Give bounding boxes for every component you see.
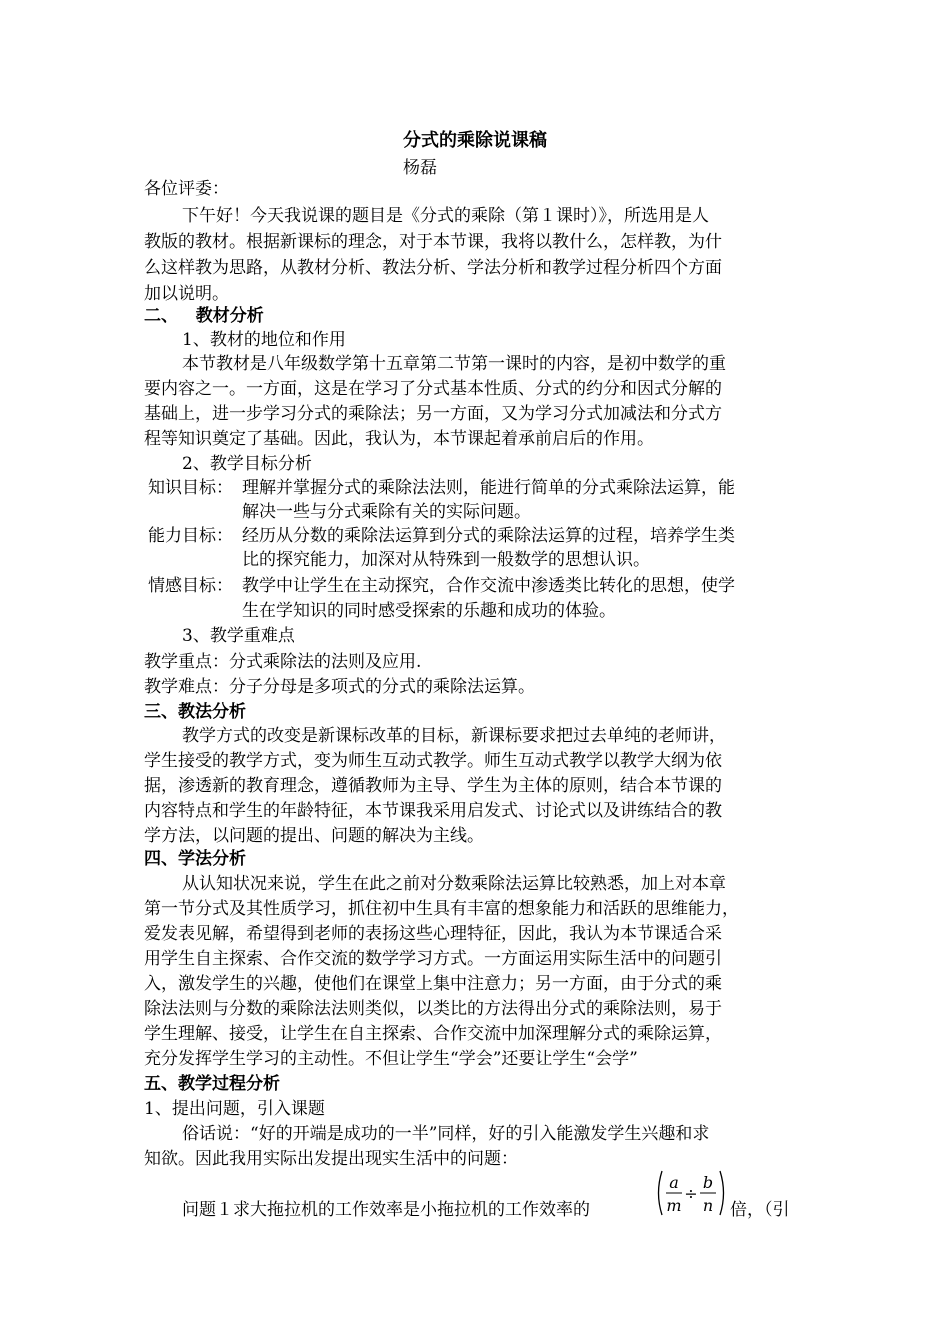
intro-line: 么这样教为思路，从教材分析、教法分析、学法分析和教学过程分析四个方面: [144, 258, 722, 278]
goal-label-ability: 能力目标：: [148, 526, 233, 546]
subheading: 1、提出问题，引入课题: [144, 1099, 325, 1119]
paragraph-line: 基础上，进一步学习分式的乘除法；另一方面，又为学习分式加减法和分式方: [144, 404, 722, 424]
subheading: 1、教材的地位和作用: [182, 330, 346, 350]
paragraph-line: 内容特点和学生的年龄特征，本节课我采用启发式、讨论式以及讲练结合的教: [144, 801, 722, 821]
goal-label-knowledge: 知识目标：: [148, 478, 233, 498]
intro-line: 教版的教材。根据新课标的理念，对于本节课，我将以教什么，怎样教，为什: [144, 232, 722, 252]
key-point: 教学重点：分式乘除法的法则及应用.: [144, 652, 422, 672]
paragraph-line: 知欲。因此我用实际出发提出现实生活中的问题：: [144, 1149, 518, 1169]
paragraph-line: 据，渗透新的教育理念，遵循教师为主导、学生为主体的原则，结合本节课的: [144, 776, 722, 796]
section-heading-teaching-process: 五、教学过程分析: [144, 1074, 280, 1094]
paragraph-line: 第一节分式及其性质学习，抓住初中生具有丰富的想象能力和活跃的思维能力，: [144, 899, 739, 919]
salutation: 各位评委：: [144, 179, 229, 199]
goal-text: 理解并掌握分式的乘除法法则，能进行简单的分式乘除法运算，能: [242, 478, 735, 498]
goal-text: 生在学知识的同时感受探索的乐趣和成功的体验。: [242, 601, 616, 621]
paragraph-line: 充分发挥学生学习的主动性。不但让学生“学会”还要让学生“会学”: [144, 1049, 638, 1069]
denominator-m: m: [666, 1196, 682, 1215]
paragraph-line: 学生理解、接受，让学生在自主探索、合作交流中加深理解分式的乘除运算，: [144, 1024, 722, 1044]
problem-tail: 倍，（引: [730, 1200, 790, 1220]
paragraph-line: 从认知状况来说，学生在此之前对分数乘除法运算比较熟悉，加上对本章: [182, 874, 726, 894]
paragraph-line: 本节教材是八年级数学第十五章第二节第一课时的内容，是初中数学的重: [182, 354, 726, 374]
right-paren: [720, 1171, 724, 1215]
goal-label-emotion: 情感目标：: [148, 576, 233, 596]
paragraph-line: 俗话说：“好的开端是成功的一半”同样，好的引入能激发学生兴趣和求: [182, 1124, 710, 1144]
division-sign: ÷: [684, 1184, 698, 1203]
paragraph-line: 除法法则与分数的乘除法法则类似，以类比的方法得出分式的乘除法则，易于: [144, 999, 722, 1019]
document-title: 分式的乘除说课稿: [403, 130, 547, 151]
paragraph-line: 程等知识奠定了基础。因此，我认为，本节课起着承前启后的作用。: [144, 429, 654, 449]
section-heading-learning-method: 四、学法分析: [144, 849, 246, 869]
paragraph-line: 入，激发学生的兴趣，使他们在课堂上集中注意力；另一方面，由于分式的乘: [144, 974, 722, 994]
intro-line: 加以说明。: [144, 284, 229, 304]
problem-text: 问题１求大拖拉机的工作效率是小拖拉机的工作效率的: [182, 1200, 590, 1220]
paragraph-line: 学方法，以问题的提出、问题的解决为主线。: [144, 826, 484, 846]
paragraph-line: 用学生自主探索、合作交流的数学学习方式。一方面运用实际生活中的问题引: [144, 949, 722, 969]
author-name: 杨磊: [403, 158, 437, 178]
subheading: 3、教学重难点: [182, 626, 295, 646]
paragraph-line: 学生接受的教学方式，变为师生互动式教学。师生互动式教学以教学大纲为依: [144, 751, 722, 771]
paragraph-line: 爱发表见解，希望得到老师的表扬这些心理特征，因此，我认为本节课适合采: [144, 924, 722, 944]
section-heading-textbook-analysis: 二、 教材分析: [144, 306, 264, 326]
intro-line: 下午好！今天我说课的题目是《分式的乘除（第１课时）》，所选用是人: [182, 206, 709, 226]
goal-text: 解决一些与分式乘除有关的实际问题。: [242, 502, 531, 522]
denominator-n: n: [702, 1196, 714, 1215]
paragraph-line: 要内容之一。一方面，这是在学习了分式基本性质、分式的约分和因式分解的: [144, 379, 722, 399]
difficult-point: 教学难点：分子分母是多项式的分式的乘除法运算。: [144, 677, 535, 697]
numerator-a: a: [669, 1173, 679, 1192]
paragraph-line: 教学方式的改变是新课标改革的目标，新课标要求把过去单纯的老师讲，: [182, 726, 726, 746]
goal-text: 经历从分数的乘除法运算到分式的乘除法运算的过程，培养学生类: [242, 526, 735, 546]
goal-text: 教学中让学生在主动探究，合作交流中渗透类比转化的思想，使学: [242, 576, 735, 596]
numerator-b: b: [702, 1173, 714, 1192]
left-paren: [659, 1171, 663, 1215]
section-heading-teaching-method: 三、教法分析: [144, 702, 246, 722]
formula-fraction: [654, 1168, 728, 1218]
goal-text: 比的探究能力，加深对从特殊到一般数学的思想认识。: [242, 550, 650, 570]
subheading: 2、教学目标分析: [182, 454, 312, 474]
